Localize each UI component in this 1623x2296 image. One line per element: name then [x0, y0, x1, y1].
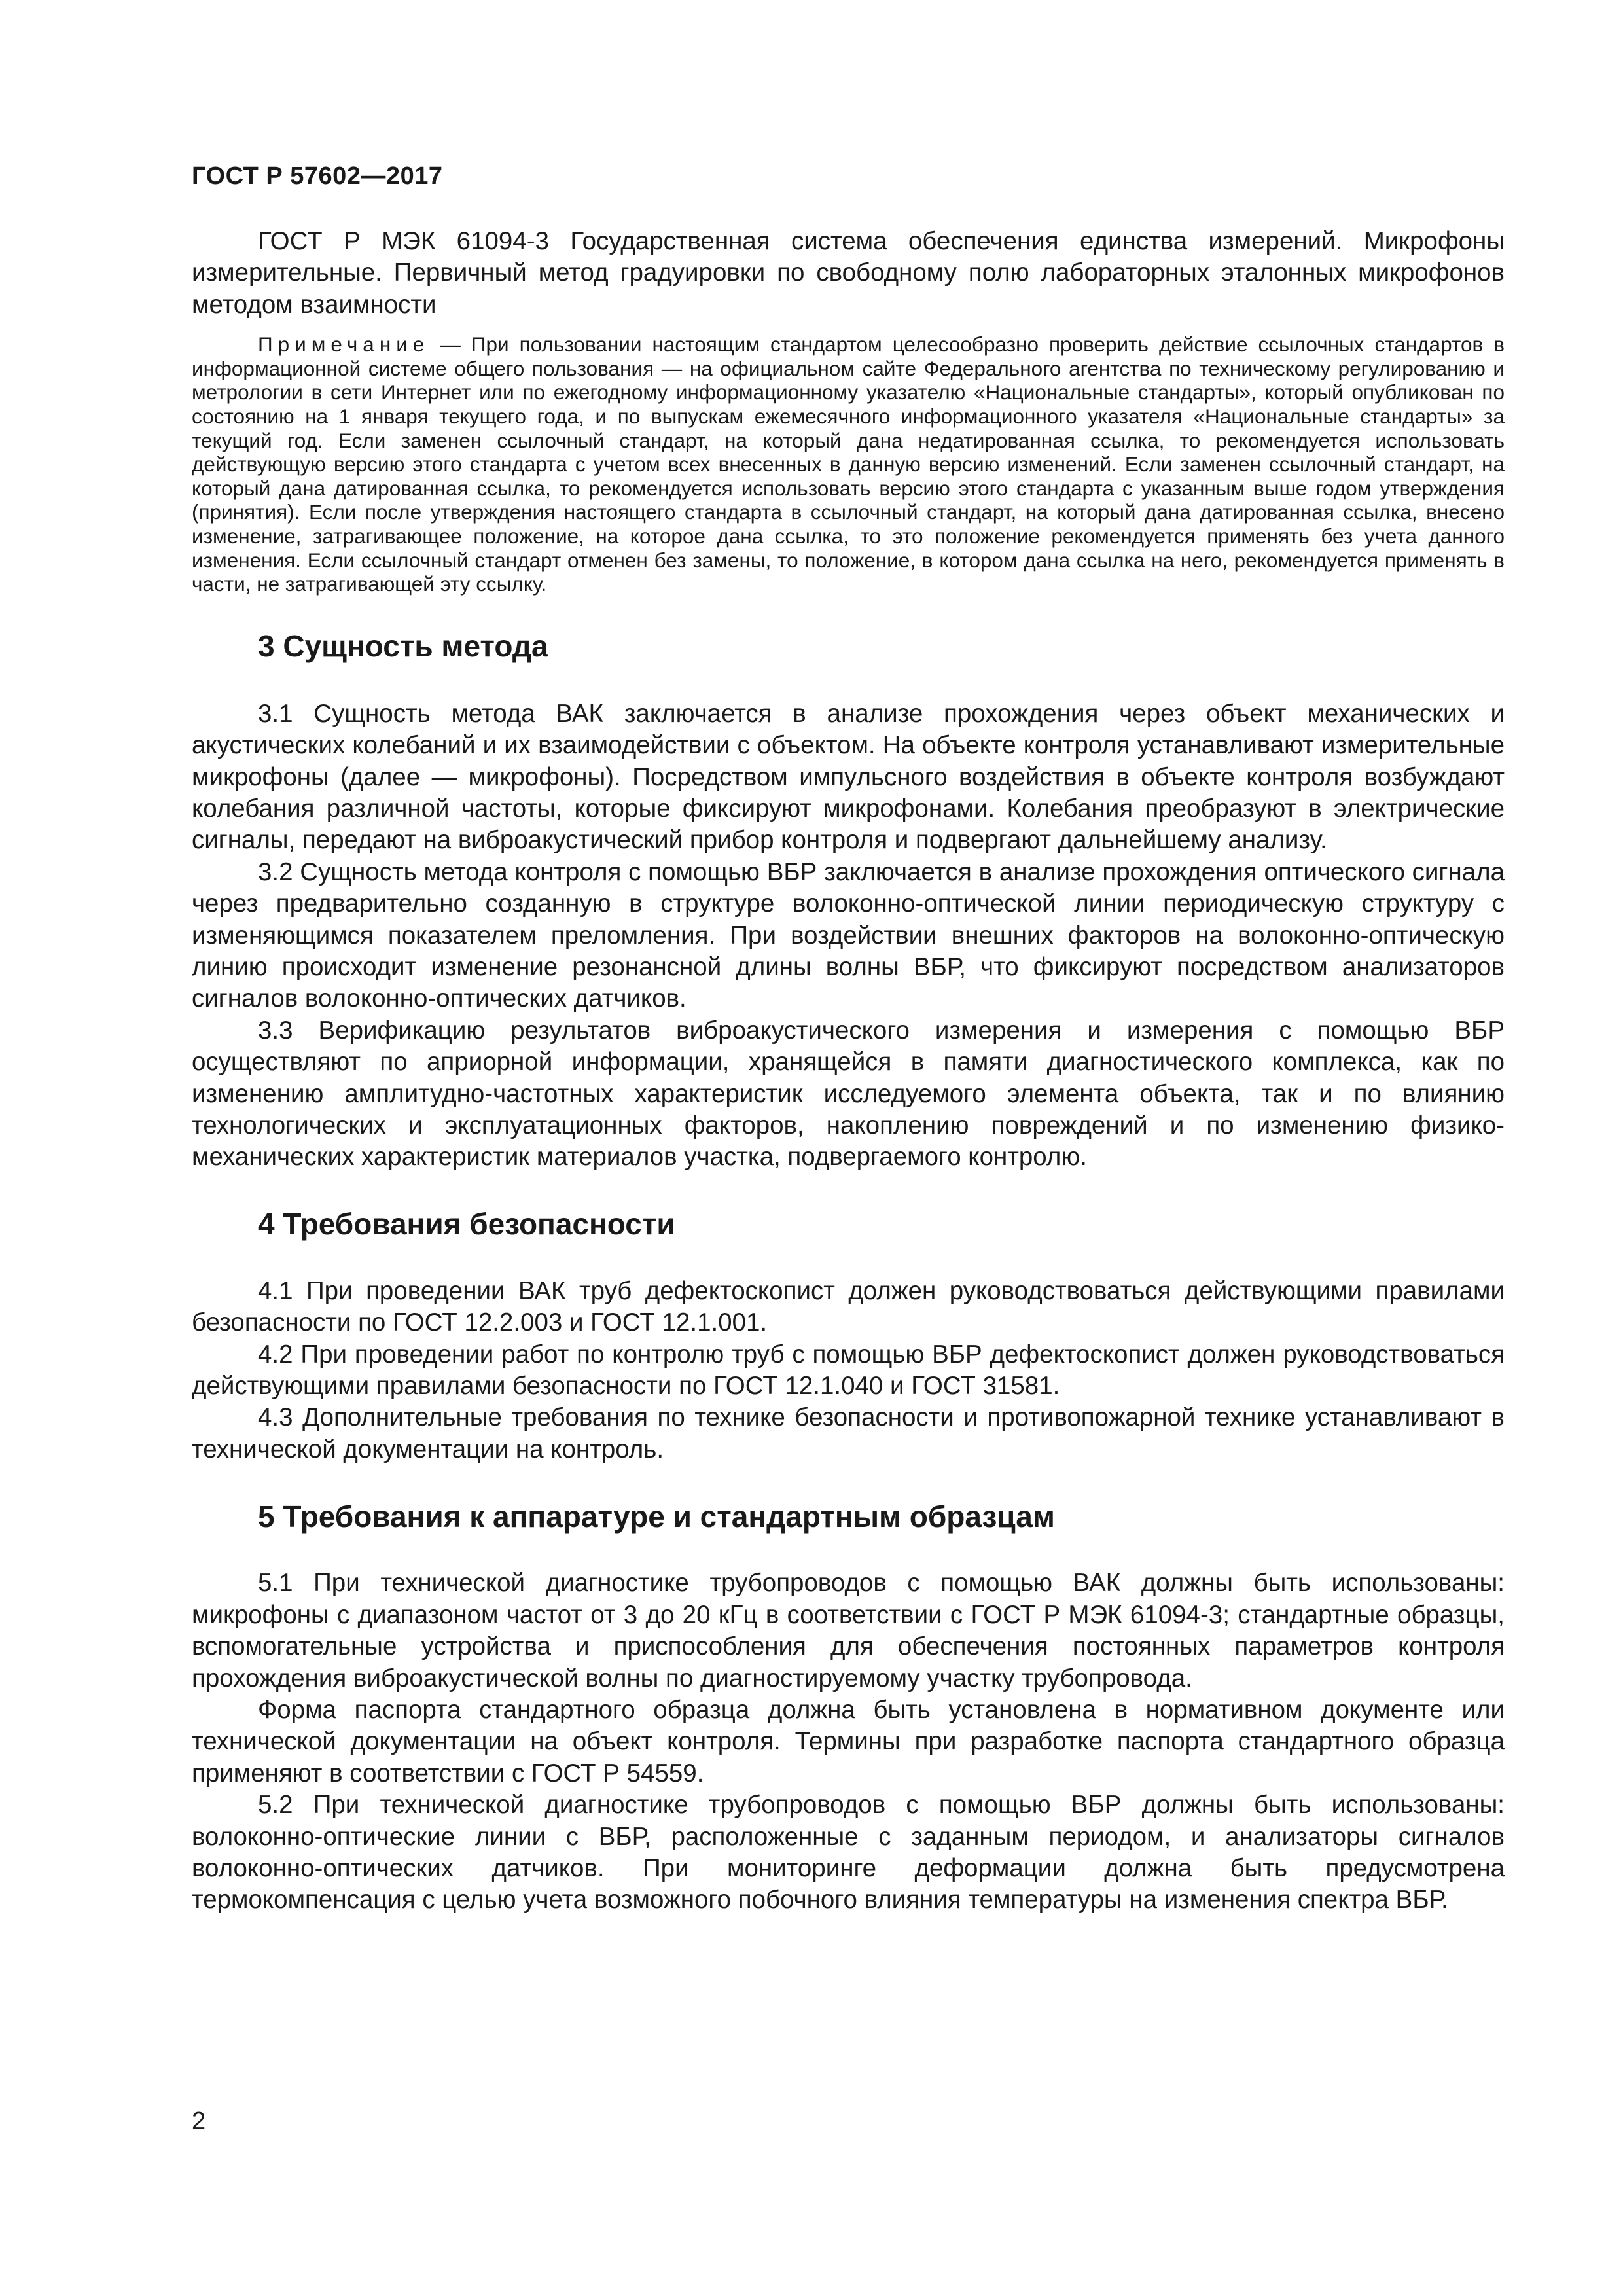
- note-paragraph: [192, 332, 1505, 596]
- paragraph-4-2: 4.2 При проведении работ по контролю труб с помощью ВБР дефектоскопист должен руководствоваться действующими правилами безопасности по ГОСТ 12.1.040 и ГОСТ 31581.: [192, 1340, 1505, 1401]
- page-number: 2: [192, 2108, 206, 2135]
- note-text: — При пользовании настоящим стандартом целесообразно проверить действие ссылочных стандартов в информационной системе общего пользования — на официальном сайте Федерального агентства по техническому регулированию и метрологии в сети Интернет или по ежегодному информационному указателю «Национальные стандарты», который опубликован по состоянию на 1 января текущего года, и по выпускам ежемесячного информационного указателя «Национальные стандарты» за текущий год. Если заменен ссылочный стандарт, на который дана недатированная ссылка, то рекомендуется использовать действующую версию этого стандарта с учетом всех внесенных в данную версию изменений. Если заменен ссылочный стандарт, на который дана датированная ссылка, то рекомендуется использовать версию этого стандарта с указанным выше годом утверждения (принятия). Если после утверждения настоящего стандарта в ссылочный стандарт, на который дана датированная ссылка, внесено изменение, затрагивающее положение, на которое дана ссылка, то это положение рекомендуется применять без учета данного изменения. Если ссылочный стандарт отменен без замены, то положение, в котором дана ссылка на него, рекомендуется применять в части, не затрагивающей эту ссылку.: [192, 332, 1505, 596]
- page-content: [192, 226, 1505, 1916]
- document-header: ГОСТ Р 57602—2017: [192, 162, 443, 190]
- normative-reference: ГОСТ Р МЭК 61094-3 Государственная система обеспечения единства измерений. Микрофоны измерительные. Первичный метод градуировки по свободному полю лабораторных эталонных микрофонов методом взаимности: [192, 227, 1505, 319]
- section-4-heading: 4 Требования безопасности: [258, 1206, 675, 1241]
- paragraph-3-1: 3.1 Сущность метода ВАК заключается в анализе прохождения через объект механических и акустических колебаний и их взаимодействии с объектом. На объекте контроля устанавливают измерительные микрофоны (далее — микрофоны). Посредством импульсного воздействия в объекте контроля возбуждают колебания различной частоты, которые фиксируют микрофонами. Колебания преобразуют в электрические сигналы, передают на виброакустический прибор контроля и подвергают дальнейшему анализу.: [192, 699, 1505, 855]
- section-3-heading: 3 Сущность метода: [258, 628, 548, 663]
- section-5-heading: 5 Требования к аппаратуре и стандартным образцам: [258, 1499, 1055, 1534]
- paragraph-4-3: 4.3 Дополнительные требования по технике безопасности и противопожарной технике устанавливают в технической документации на контроль.: [192, 1403, 1505, 1463]
- note-label: Примечание: [258, 332, 430, 357]
- paragraph-3-2: 3.2 Сущность метода контроля с помощью ВБР заключается в анализе прохождения оптического сигнала через предварительно созданную в структуре волоконно-оптической линии периодическую структуру с изменяющимся показателем преломления. При воздействии внешних факторов на волоконно-оптическую линию происходит изменение резонансной длины волны ВБР, что фиксируют посредством анализаторов сигналов волоконно-оптических датчиков.: [192, 857, 1505, 1013]
- paragraph-5-2: 5.2 При технической диагностике трубопроводов с помощью ВБР должны быть использованы: волоконно-оптические линии с ВБР, расположенные с заданным периодом, и анализаторы сигналов волоконно-оптических датчиков. При мониторинге деформации должна быть предусмотрена термокомпенсация с целью учета возможного побочного влияния температуры на изменения спектра ВБР.: [192, 1791, 1505, 1914]
- paragraph-4-1: 4.1 При проведении ВАК труб дефектоскопист должен руководствоваться действующими правилами безопасности по ГОСТ 12.2.003 и ГОСТ 12.1.001.: [192, 1276, 1505, 1337]
- paragraph-3-3: 3.3 Верификацию результатов виброакустического измерения и измерения с помощью ВБР осуществляют по априорной информации, хранящейся в памяти диагностического комплекса, как по изменению амплитудно-частотных характеристик исследуемого элемента объекта, так и по влиянию технологических и эксплуатационных факторов, накоплению повреждений и по изменению физико-механических характеристик материалов участка, подвергаемого контролю.: [192, 1016, 1505, 1172]
- paragraph-5-1-passport: Форма паспорта стандартного образца должна быть установлена в нормативном документе или технической документации на объект контроля. Термины при разработке паспорта стандартного образца применяют в соответствии с ГОСТ Р 54559.: [192, 1695, 1505, 1787]
- paragraph-5-1: 5.1 При технической диагностике трубопроводов с помощью ВАК должны быть использованы: микрофоны с диапазоном частот от 3 до 20 кГц в соответствии с ГОСТ Р МЭК 61094-3; стандартные образцы, вспомогательные устройства и приспособления для обеспечения постоянных параметров контроля прохождения виброакустической волны по диагностируемому участку трубопровода.: [192, 1569, 1505, 1693]
